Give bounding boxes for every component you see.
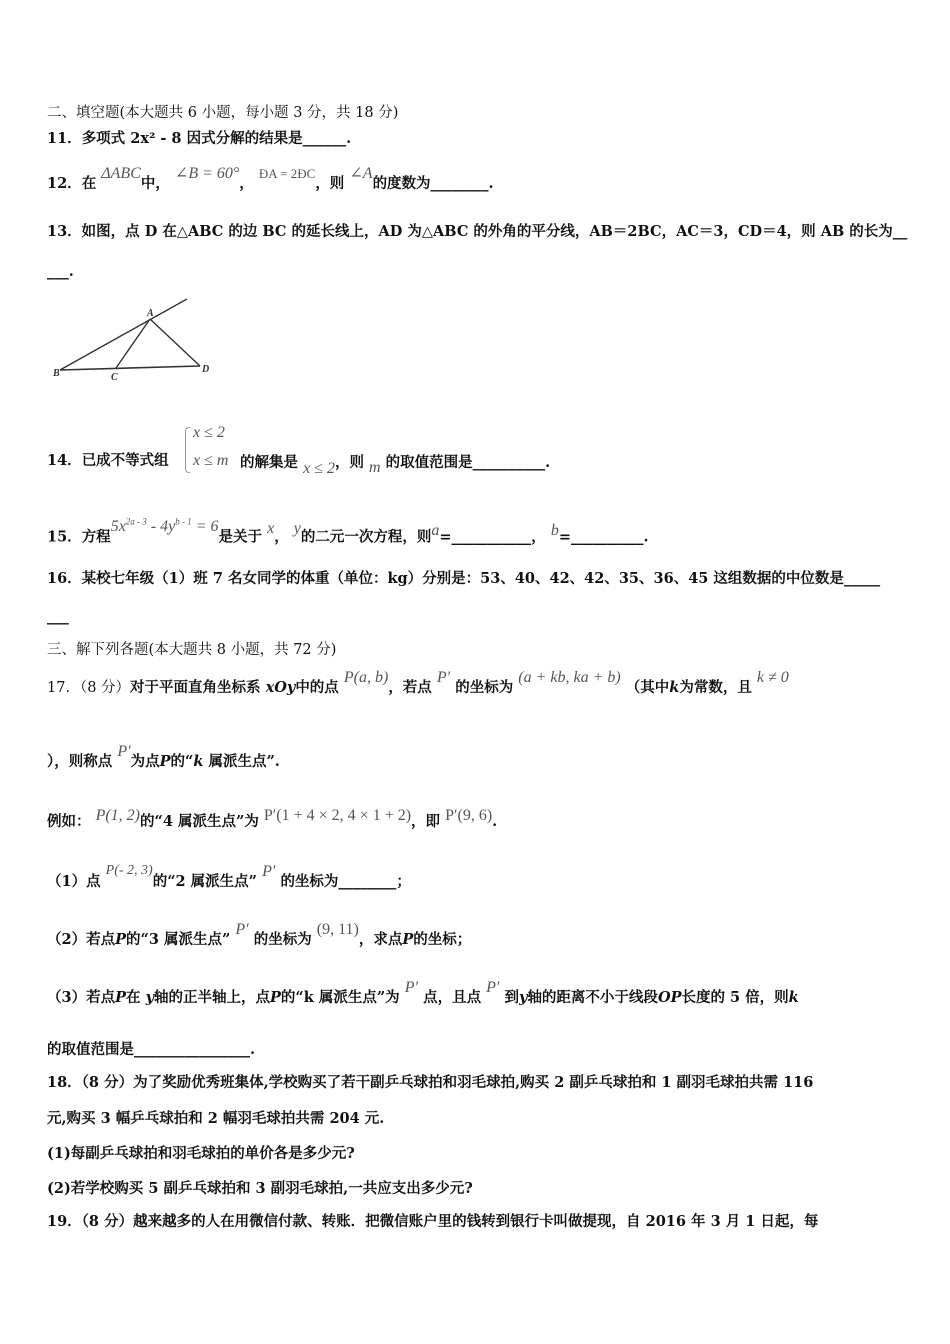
q17-score: （8 分） bbox=[79, 680, 131, 696]
q17-ex-p-text: P(1, 2) bbox=[95, 807, 140, 824]
line-ba-extended bbox=[60, 299, 187, 370]
q17-p-prime: P′ bbox=[436, 669, 451, 686]
q12-then: ，则 bbox=[315, 175, 345, 192]
label-d: D bbox=[202, 364, 210, 375]
q17-p3-p: P bbox=[115, 989, 126, 1006]
q12-tail: 的度数为________. bbox=[372, 175, 494, 192]
q17-l2f: 属派生点”. bbox=[203, 753, 280, 770]
q11-number: 11． bbox=[47, 130, 82, 147]
q17-p3-p2: P bbox=[270, 989, 281, 1006]
q17-k-ne-0: k ≠ 0 bbox=[756, 669, 789, 686]
question-17-example bbox=[47, 807, 498, 832]
q17-p1-pre: （1）点 bbox=[47, 873, 101, 890]
q17-ex-mid: 的“4 属派生点”为 bbox=[140, 813, 259, 830]
q15-blank-a: =___________ bbox=[439, 528, 532, 546]
q17-ex-p bbox=[96, 807, 140, 824]
question-15 bbox=[47, 517, 649, 547]
q15-mid2: 的二元一次方程，则 bbox=[300, 528, 432, 546]
q14-mid: 的解集是 bbox=[240, 454, 298, 471]
q12-triangle: ΔABC bbox=[101, 165, 141, 182]
q17-p3-g: 轴的距离不小于线段 bbox=[527, 989, 658, 1006]
q14-pre: 已成不等式组 bbox=[81, 452, 169, 469]
q12-mid: 中， bbox=[140, 175, 170, 192]
question-17-part-2 bbox=[47, 921, 472, 950]
q17-p2-p: P bbox=[115, 931, 126, 948]
q17-t5: （其中 bbox=[625, 679, 670, 696]
q12-number: 12． bbox=[47, 175, 82, 192]
q17-p1-p-prime: P′ bbox=[262, 863, 276, 880]
q17-p3-y: y bbox=[145, 989, 154, 1006]
q17-k: k bbox=[669, 679, 680, 696]
q17-p2-t: 的坐标为 bbox=[253, 931, 312, 948]
q12-pre: 在 bbox=[81, 175, 97, 192]
q17-p3-p-prime-2: P′ bbox=[486, 979, 500, 996]
q17-p3-f: 到 bbox=[504, 989, 519, 1006]
q17-p3-d: 的“k 属派生点”为 bbox=[280, 989, 400, 1006]
q15-x: x bbox=[267, 520, 275, 538]
q17-p1-point: P(- 2, 3) bbox=[105, 863, 153, 878]
q17-l2d: 的“ bbox=[170, 753, 194, 770]
question-17-line-2 bbox=[47, 743, 280, 772]
q17-p3-k: k bbox=[788, 989, 799, 1006]
q17-ex-calc: P′(1 + 4 × 2, 4 × 1 + 2) bbox=[263, 807, 412, 824]
question-11 bbox=[47, 129, 351, 149]
q17-ex-dot: . bbox=[492, 813, 498, 830]
q15-exp-1: 2a - 3 bbox=[125, 517, 147, 527]
q15-blank-b: =__________. bbox=[558, 528, 649, 546]
q17-coord: (a + kb, ka + b) bbox=[518, 669, 621, 686]
q11-text: 多项式 2x² - 8 因式分解的结果是______. bbox=[81, 130, 352, 147]
q14-tail: 的取值范围是__________. bbox=[385, 454, 551, 471]
q17-p1-tail: 的坐标为________； bbox=[280, 873, 411, 890]
question-17-line-1 bbox=[47, 669, 789, 698]
q17-p2-tail: ，求点 bbox=[358, 931, 403, 948]
q12-angle-b: ∠B = 60° bbox=[174, 165, 240, 182]
label-b: B bbox=[53, 368, 60, 379]
q17-p3-b: 在 bbox=[126, 989, 141, 1006]
line-ad bbox=[150, 319, 200, 366]
q17-p3-y2: y bbox=[519, 989, 528, 1006]
q15-eq-5x: 5x bbox=[110, 518, 126, 536]
q17-l2e: k bbox=[193, 753, 204, 770]
q17-l2a: ），则称点 bbox=[47, 753, 113, 770]
question-16-line-2: ___ bbox=[47, 608, 69, 625]
question-13-line-2: ___. bbox=[47, 263, 74, 280]
q17-p3-h: 长度的 5 倍，则 bbox=[681, 989, 789, 1006]
q15-mid: 是关于 bbox=[218, 528, 263, 546]
question-18-line-4: (2)若学校购买 5 副乒乓球拍和 3 副羽毛球拍,一共应支出多少元? bbox=[47, 1180, 473, 1197]
q17-ex-pre: 例如： bbox=[47, 813, 91, 830]
q14-ineq-1: x ≤ 2 bbox=[193, 424, 225, 441]
question-18-line-2: 元,购买 3 幅乒乓球拍和 2 幅羽毛球拍共需 204 元. bbox=[47, 1110, 385, 1127]
label-a: A bbox=[147, 308, 154, 319]
q17-t2: 中的点 bbox=[295, 679, 339, 696]
q17-ex-then: ，即 bbox=[411, 813, 441, 830]
line-ca bbox=[116, 319, 150, 368]
q17-t1: 对于平面直角坐标系 bbox=[130, 679, 261, 696]
q15-equation bbox=[111, 518, 219, 535]
q17-p2-coord: (9, 11) bbox=[316, 921, 359, 938]
q12-angle-a: ∠A bbox=[349, 165, 373, 182]
q15-pre: 方程 bbox=[81, 528, 111, 546]
q17-p3-e: 点，且点 bbox=[423, 989, 482, 1006]
system-brace bbox=[185, 427, 190, 473]
q14-rest bbox=[240, 451, 551, 477]
q17-p3-a: （3）若点 bbox=[47, 989, 116, 1006]
question-17-part-3-line-2: 的取值范围是________________. bbox=[47, 1041, 256, 1058]
q15-c1: ， bbox=[274, 528, 289, 546]
q15-c2: ， bbox=[531, 528, 546, 546]
q17-p3-c: 轴的正半轴上，点 bbox=[154, 989, 270, 1006]
q17-l2-p-prime: P′ bbox=[117, 743, 131, 760]
q12-comma: ， bbox=[239, 175, 254, 192]
q15-a: a bbox=[431, 522, 440, 540]
label-c: C bbox=[111, 372, 118, 383]
q17-p1-mid: 的“2 属派生点” bbox=[152, 873, 258, 890]
triangle-figure bbox=[50, 292, 220, 392]
q14-ineq-2: x ≤ m bbox=[193, 452, 229, 469]
q17-l2b: 为点 bbox=[130, 753, 160, 770]
q15-eq-4y: - 4y bbox=[146, 518, 176, 536]
q14-m: m bbox=[369, 459, 381, 476]
q15-number: 15． bbox=[47, 528, 82, 546]
section-2-title: 二、填空题(本大题共 6 小题，每小题 3 分，共 18 分) bbox=[47, 105, 399, 121]
q17-p2-mid: 的“3 属派生点” bbox=[126, 931, 231, 948]
q17-t6: 为常数，且 bbox=[679, 679, 752, 696]
q17-p2-end: 的坐标； bbox=[413, 931, 472, 948]
line-bd bbox=[60, 366, 200, 370]
question-14 bbox=[47, 451, 169, 471]
q17-t4: 的坐标为 bbox=[455, 679, 514, 696]
q14-solution: x ≤ 2 bbox=[303, 460, 335, 477]
question-17-part-1 bbox=[47, 863, 411, 893]
q15-y: y bbox=[293, 520, 301, 538]
q17-p3-op: OP bbox=[657, 989, 682, 1006]
question-18-line-3: (1)每副乒乓球拍和羽毛球拍的单价各是多少元? bbox=[47, 1145, 355, 1162]
question-12 bbox=[47, 165, 494, 194]
section-3-title: 三、解下列各题(本大题共 8 小题，共 72 分) bbox=[47, 642, 337, 658]
question-19-line-1: 19．（8 分）越来越多的人在用微信付款、转账．把微信账户里的钱转到银行卡叫做提现，自 2016 年 3 月 1 日起，每 bbox=[47, 1213, 819, 1230]
question-17-part-3-line-1 bbox=[47, 979, 799, 1008]
q17-number: 17． bbox=[47, 680, 80, 696]
q17-ex-result: P′(9, 6) bbox=[445, 807, 493, 824]
question-18-line-1: 18．（8 分）为了奖励优秀班集体,学校购买了若干副乒乓球拍和羽毛球拍,购买 2 副乒乓球拍和 1 副羽毛球拍共需 116 bbox=[47, 1074, 814, 1091]
q14-then: ，则 bbox=[334, 454, 364, 471]
q17-p2-p2: P bbox=[402, 931, 414, 948]
q15-eq-6: = 6 bbox=[191, 518, 219, 536]
q17-xoy: xOy bbox=[265, 679, 296, 696]
q15-b: b bbox=[550, 522, 559, 540]
q17-t3: ，若点 bbox=[388, 679, 432, 696]
q17-l2c: P bbox=[159, 753, 171, 770]
q17-p2-pre: （2）若点 bbox=[47, 931, 116, 948]
q14-number: 14． bbox=[47, 452, 82, 469]
q12-ratio: ÐA = 2ÐC bbox=[258, 166, 316, 181]
q17-p2-p-prime: P′ bbox=[235, 921, 249, 938]
question-13-line-1: 13．如图，点 D 在△ABC 的边 BC 的延长线上，AD 为△ABC 的外角的平分线，AB＝2BC，AC＝3，CD＝4，则 AB 的长为__ bbox=[47, 223, 908, 240]
q15-exp-2: b - 1 bbox=[175, 517, 192, 527]
question-16-line-1: 16．某校七年级（1）班 7 名女同学的体重（单位：kg）分别是：53、40、42、42、35、36、45 这组数据的中位数是_____ bbox=[47, 570, 881, 587]
q17-p3-p-prime: P′ bbox=[404, 979, 419, 996]
q17-p-ab: P(a, b) bbox=[343, 669, 389, 686]
